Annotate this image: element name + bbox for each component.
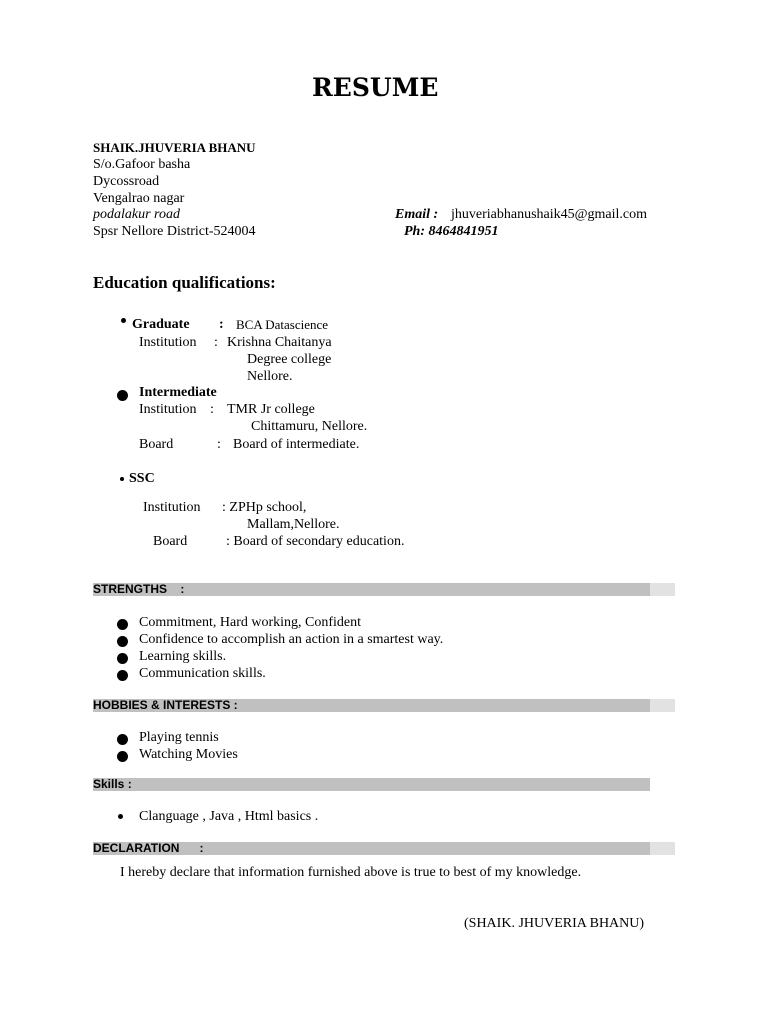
education-heading: Education qualifications:	[93, 273, 276, 292]
address-line-1: S/o.Gafoor basha	[93, 157, 191, 172]
intermediate-institution-line-1: TMR Jr college	[227, 402, 315, 417]
hobby-item: Watching Movies	[139, 747, 238, 762]
graduate-degree: BCA Datascience	[236, 317, 329, 332]
intermediate-label: Intermediate	[139, 385, 217, 400]
ssc-label: SSC	[129, 471, 155, 486]
resume-title: RESUME	[312, 73, 439, 102]
bullet-icon	[117, 653, 128, 664]
signature: (SHAIK. JHUVERIA BHANU)	[464, 916, 645, 931]
intermediate-institution-line-2: Chittamuru, Nellore.	[251, 419, 368, 434]
intermediate-board-label: Board	[139, 437, 174, 452]
skill-item: Clanguage , Java , Html basics .	[139, 809, 319, 824]
graduate-institution-line-3: Nellore.	[247, 369, 293, 384]
address-line-3: Vengalrao nagar	[93, 191, 185, 206]
ssc-institution-line-2: Mallam,Nellore.	[247, 517, 340, 532]
graduate-separator: :	[219, 317, 224, 332]
skills-bar	[93, 778, 650, 791]
strength-item: Communication skills.	[139, 666, 266, 681]
strength-item: Commitment, Hard working, Confident	[139, 615, 362, 630]
strength-item: Confidence to accomplish an action in a smartest way.	[139, 632, 444, 647]
graduate-label: Graduate	[132, 317, 190, 332]
skills-heading: Skills :	[93, 777, 132, 791]
intermediate-institution-separator: :	[210, 402, 214, 417]
strength-item: Learning skills.	[139, 649, 227, 664]
address-line-2: Dycossroad	[93, 174, 160, 189]
graduate-institution-line-1: Krishna Chaitanya	[227, 335, 332, 350]
ssc-institution-label: Institution	[143, 500, 201, 515]
ssc-institution-value: : ZPHp school,	[222, 500, 307, 515]
bullet-icon	[117, 390, 128, 401]
graduate-institution-line-2: Degree college	[247, 352, 332, 367]
address-line-5: Spsr Nellore District-524004	[93, 224, 256, 239]
email-label: Email :	[395, 207, 439, 222]
bullet-icon	[121, 318, 126, 323]
intermediate-board-separator: :	[217, 437, 221, 452]
bullet-icon	[117, 734, 128, 745]
ssc-board-label: Board	[153, 534, 188, 549]
bullet-icon	[117, 619, 128, 630]
hobbies-heading: HOBBIES & INTERESTS :	[93, 698, 238, 712]
ssc-board-value: : Board of secondary education.	[226, 534, 405, 549]
email-address: jhuveriabhanushaik45@gmail.com	[451, 207, 648, 222]
bullet-icon	[117, 670, 128, 681]
applicant-name: SHAIK.JHUVERIA BHANU	[93, 140, 256, 155]
declaration-text: I hereby declare that information furnished above is true to best of my knowledge.	[120, 865, 582, 880]
phone-number: Ph: 8464841951	[404, 224, 499, 239]
strengths-heading: STRENGTHS :	[93, 582, 185, 596]
graduate-institution-separator: :	[214, 335, 218, 350]
intermediate-board-value: Board of intermediate.	[233, 437, 360, 452]
bullet-icon	[117, 751, 128, 762]
bullet-icon	[120, 477, 124, 481]
bullet-icon	[118, 814, 123, 819]
declaration-heading: DECLARATION :	[93, 841, 204, 855]
bullet-icon	[117, 636, 128, 647]
graduate-institution-label: Institution	[139, 335, 197, 350]
intermediate-institution-label: Institution	[139, 402, 197, 417]
address-line-4: podalakur road	[93, 207, 180, 222]
hobby-item: Playing tennis	[139, 730, 219, 745]
